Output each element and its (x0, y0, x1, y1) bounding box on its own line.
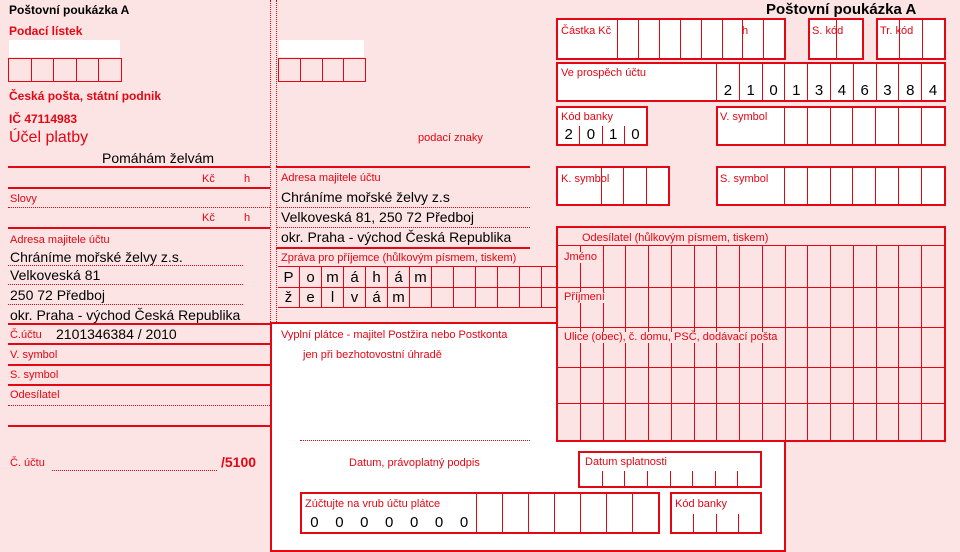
receipt-account-label: Č.účtu (10, 329, 42, 341)
receipt-account2-label: Č. účtu (10, 457, 45, 469)
middle-owner-label: Adresa majitele účtu (281, 172, 381, 184)
signature-label: Datum, právoplatný podpis (349, 457, 480, 469)
divider (8, 384, 270, 386)
h-label: h (244, 173, 251, 185)
dotted-line (52, 470, 217, 471)
name-cells[interactable] (558, 246, 944, 288)
kc-label-2: Kč (202, 212, 215, 224)
receipt-v-symbol-label: V. symbol (10, 349, 58, 361)
receipt-date-cells[interactable] (8, 58, 122, 82)
podaci-znaky: podací znaky (418, 132, 483, 144)
s-kod-label: S. kód (812, 25, 844, 37)
surname-label: Příjmení (564, 291, 605, 303)
street-cells-3[interactable] (558, 404, 944, 440)
debit-digit-cells[interactable]: 0 0 0 0 0 0 0 (302, 494, 658, 532)
dotted-line (8, 405, 270, 406)
message-row-1[interactable]: P o m á h á m (278, 266, 564, 288)
receipt-owner-line-4: okr. Praha - východ Česká Republika (10, 307, 241, 323)
postal-company: Česká pošta, státní podnik (9, 89, 162, 103)
amount-label: Částka Kč (561, 25, 612, 37)
cashless-label: jen při bezhotovostní úhradě (303, 349, 442, 361)
receipt-owner-line-1: Chráníme mořské želvy z.s. (10, 249, 183, 265)
middle-owner-line-2: Velkoveská 81, 250 72 Předboj (281, 209, 475, 225)
divider (8, 187, 270, 189)
dotted-line (8, 265, 243, 266)
receipt-s-symbol-label: S. symbol (10, 369, 59, 381)
receipt-sender-label: Odesílatel (10, 389, 60, 401)
bank-code-cells[interactable]: 2 0 1 0 (558, 126, 646, 144)
receipt-stamp-white (9, 40, 120, 57)
signature-line (300, 440, 530, 441)
right-sender-label: Odesílatel (hůlkovým písmem, tiskem) (582, 232, 769, 244)
divider (8, 425, 270, 427)
dotted-line (276, 227, 530, 228)
s-symbol-label: S. symbol (720, 173, 769, 185)
dotted-line (8, 207, 270, 208)
message-row-2[interactable]: ž e l v á m (278, 287, 564, 308)
middle-date-cells[interactable] (278, 58, 366, 82)
surname-cells[interactable] (558, 288, 944, 328)
kc-label: Kč (202, 173, 215, 185)
middle-owner-line-3: okr. Praha - východ Česká Republika (281, 229, 512, 245)
divider (8, 227, 270, 229)
middle-owner-line-1: Chráníme mořské želvy z.s (281, 189, 450, 205)
bank-code-cells-2[interactable] (672, 514, 760, 532)
bank-code-label: Kód banky (561, 111, 613, 123)
name-label: Jméno (564, 251, 598, 263)
receipt-account2-suffix: /5100 (221, 454, 257, 470)
k-symbol-label: K. symbol (561, 173, 610, 185)
tr-kod-label: Tr. kód (880, 25, 914, 37)
amount-h-label: h (742, 25, 749, 37)
receipt-owner-line-3: 250 72 Předboj (10, 287, 105, 303)
divider (8, 323, 270, 325)
divider (8, 166, 270, 168)
due-date-cells[interactable] (580, 471, 760, 486)
divider (276, 166, 530, 168)
v-symbol-label: V. symbol (720, 111, 768, 123)
payer-label: Vyplní plátce - majitel Postžira nebo Postkonta (281, 329, 508, 341)
street-label: Ulice (obec), č. domu, PSČ, dodávací pošta (564, 331, 778, 343)
due-date-label: Datum splatnosti (585, 456, 667, 468)
divider (8, 343, 270, 345)
dotted-line (8, 284, 243, 285)
street-cells-2[interactable] (558, 368, 944, 404)
dotted-line (276, 207, 530, 208)
bank-code-label-2: Kód banky (675, 498, 727, 510)
message-label: Zpráva pro příjemce (hůlkovým písmem, tiskem) (281, 252, 517, 264)
receipt-owner-label: Adresa majitele účtu (10, 234, 110, 246)
middle-stamp-white (279, 40, 364, 57)
receipt-form-name: Poštovní poukázka A (9, 3, 130, 17)
receipt-owner-line-2: Velkoveská 81 (10, 267, 101, 283)
h-label-2: h (244, 212, 251, 224)
debit-label: Zúčtujte na vrub účtu plátce (305, 498, 441, 510)
dotted-line (8, 304, 243, 305)
credit-account-cells[interactable]: 2 1 0 1 3 4 6 3 8 4 (716, 64, 944, 100)
divider (276, 247, 530, 249)
receipt-account-value: 2101346384 / 2010 (56, 326, 177, 342)
right-form-name: Poštovní poukázka A (766, 1, 917, 18)
ic-number: IČ 47114983 (9, 112, 78, 126)
purpose-value: Pomáhám želvám (102, 150, 215, 166)
receipt-subtitle: Podací lístek (9, 24, 83, 38)
credit-label: Ve prospěch účtu (561, 67, 647, 79)
purpose-label: Účel platby (9, 129, 89, 146)
divider (8, 364, 270, 366)
words-label: Slovy (10, 193, 37, 205)
